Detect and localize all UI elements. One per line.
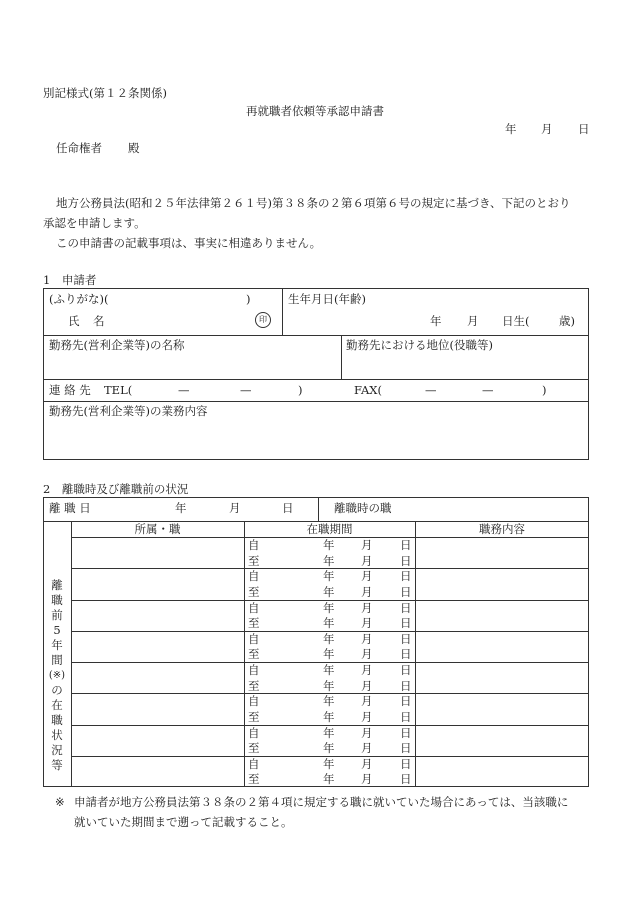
period-day: 日 bbox=[400, 647, 412, 662]
employer-name-label: 勤務先(営利企業等)の名称 bbox=[49, 338, 185, 352]
period-day: 日 bbox=[400, 741, 412, 756]
fax-label: FAX( bbox=[354, 383, 382, 397]
period-day: 日 bbox=[400, 538, 412, 552]
retire-month: 月 bbox=[229, 501, 241, 515]
seal-mark-icon: 印 bbox=[255, 312, 271, 328]
period-day: 日 bbox=[400, 678, 412, 693]
honorific: 殿 bbox=[128, 141, 140, 155]
col-period-header: 在職期間 bbox=[306, 522, 353, 536]
period-from-label: 自 bbox=[248, 538, 260, 552]
employer-position-label: 勤務先における地位(役職等) bbox=[346, 338, 493, 352]
retire-date-label: 離 職 日 bbox=[49, 501, 91, 515]
period-from-label: 自 bbox=[248, 569, 260, 584]
note-line-1: 申請者が地方公務員法第３８条の２第４項に規定する職に就いていた場合にあっては、当該職に bbox=[74, 795, 569, 809]
period-year: 年 bbox=[323, 678, 335, 693]
period-year: 年 bbox=[323, 538, 335, 552]
document-title: 再就職者依頼等承認申請書 bbox=[246, 104, 384, 118]
period-to-label: 至 bbox=[248, 741, 260, 756]
period-month: 月 bbox=[361, 631, 373, 646]
period-month: 月 bbox=[361, 694, 373, 709]
period-month: 月 bbox=[361, 663, 373, 677]
period-day: 日 bbox=[400, 616, 412, 631]
period-month: 月 bbox=[361, 616, 373, 631]
period-month: 月 bbox=[361, 772, 373, 787]
name-label-2: 名 bbox=[93, 314, 105, 328]
note-mark: ※ bbox=[55, 795, 65, 809]
period-to-label: 至 bbox=[248, 584, 260, 599]
intro-line-2: 承認を申請します。 bbox=[43, 216, 146, 230]
period-day: 日 bbox=[400, 553, 412, 568]
retire-year: 年 bbox=[175, 501, 187, 515]
period-month: 月 bbox=[361, 600, 373, 615]
period-to-label: 至 bbox=[248, 709, 260, 724]
addressee: 任命権者 bbox=[56, 141, 102, 155]
period-year: 年 bbox=[323, 756, 335, 771]
period-year: 年 bbox=[323, 709, 335, 724]
period-year: 年 bbox=[323, 569, 335, 584]
fax-dash-2: — bbox=[482, 383, 494, 397]
period-day: 日 bbox=[400, 772, 412, 787]
period-to-label: 至 bbox=[248, 772, 260, 787]
period-from-label: 自 bbox=[248, 600, 260, 615]
retire-day: 日 bbox=[282, 501, 294, 515]
period-day: 日 bbox=[400, 725, 412, 740]
period-day: 日 bbox=[400, 600, 412, 615]
birth-day: 日生( bbox=[502, 314, 530, 328]
period-year: 年 bbox=[323, 631, 335, 646]
birth-label: 生年月日(年齢) bbox=[288, 292, 366, 306]
period-year: 年 bbox=[323, 741, 335, 756]
intro-line-3: この申請書の記載事項は、事実に相違ありません。 bbox=[56, 236, 322, 250]
contact-label: 連 絡 先 bbox=[49, 383, 91, 397]
birth-age: 歳) bbox=[559, 314, 575, 328]
period-year: 年 bbox=[323, 647, 335, 662]
period-year: 年 bbox=[323, 600, 335, 615]
period-day: 日 bbox=[400, 694, 412, 709]
retire-post-label: 離職時の職 bbox=[334, 501, 392, 515]
tel-dash-2: — bbox=[240, 383, 252, 397]
vertical-label: 離 職 前 5 年 間 (※) の 在 職 状 況 等 bbox=[48, 578, 66, 772]
period-year: 年 bbox=[323, 694, 335, 709]
period-month: 月 bbox=[361, 709, 373, 724]
section2-heading: 2 離職時及び離職前の状況 bbox=[43, 482, 189, 496]
name-label-1: 氏 bbox=[68, 314, 80, 328]
period-day: 日 bbox=[400, 569, 412, 584]
period-from-label: 自 bbox=[248, 756, 260, 771]
period-month: 月 bbox=[361, 647, 373, 662]
form-label: 別記様式(第１２条関係) bbox=[43, 86, 167, 100]
intro-line-1: 地方公務員法(昭和２５年法律第２６１号)第３８条の２第６項第６号の規定に基づき、下記のとおり bbox=[56, 196, 571, 210]
birth-year: 年 bbox=[430, 314, 442, 328]
period-year: 年 bbox=[323, 663, 335, 677]
period-year: 年 bbox=[323, 553, 335, 568]
col-affiliation-header: 所属・職 bbox=[134, 522, 181, 536]
birth-month: 月 bbox=[467, 314, 479, 328]
period-to-label: 至 bbox=[248, 553, 260, 568]
period-from-label: 自 bbox=[248, 725, 260, 740]
date-year: 年 bbox=[505, 122, 517, 136]
fax-close: ) bbox=[542, 383, 547, 397]
note-line-2: 就いていた期間まで遡って記載すること。 bbox=[74, 815, 293, 829]
period-from-label: 自 bbox=[248, 631, 260, 646]
period-month: 月 bbox=[361, 741, 373, 756]
period-day: 日 bbox=[400, 709, 412, 724]
period-month: 月 bbox=[361, 725, 373, 740]
tel-dash-1: — bbox=[178, 383, 190, 397]
period-day: 日 bbox=[400, 663, 412, 677]
col-duties-header: 職務内容 bbox=[479, 522, 525, 536]
furigana-close: ) bbox=[246, 292, 251, 306]
business-label: 勤務先(営利企業等)の業務内容 bbox=[49, 404, 208, 418]
period-to-label: 至 bbox=[248, 647, 260, 662]
period-day: 日 bbox=[400, 631, 412, 646]
fax-dash-1: — bbox=[425, 383, 437, 397]
period-day: 日 bbox=[400, 584, 412, 599]
period-month: 月 bbox=[361, 569, 373, 584]
period-month: 月 bbox=[361, 553, 373, 568]
employment-history-table bbox=[43, 497, 589, 787]
date-day: 日 bbox=[578, 122, 590, 136]
period-year: 年 bbox=[323, 616, 335, 631]
date-month: 月 bbox=[541, 122, 553, 136]
period-month: 月 bbox=[361, 678, 373, 693]
period-year: 年 bbox=[323, 584, 335, 599]
tel-label: TEL( bbox=[104, 383, 133, 397]
period-month: 月 bbox=[361, 584, 373, 599]
period-to-label: 至 bbox=[248, 678, 260, 693]
period-from-label: 自 bbox=[248, 663, 260, 677]
tel-close: ) bbox=[298, 383, 303, 397]
section1-heading: 1 申請者 bbox=[43, 273, 97, 287]
period-to-label: 至 bbox=[248, 616, 260, 631]
period-from-label: 自 bbox=[248, 694, 260, 709]
period-month: 月 bbox=[361, 538, 373, 552]
period-day: 日 bbox=[400, 756, 412, 771]
period-year: 年 bbox=[323, 772, 335, 787]
period-year: 年 bbox=[323, 725, 335, 740]
furigana-label: (ふりがな)( bbox=[49, 292, 109, 306]
period-month: 月 bbox=[361, 756, 373, 771]
